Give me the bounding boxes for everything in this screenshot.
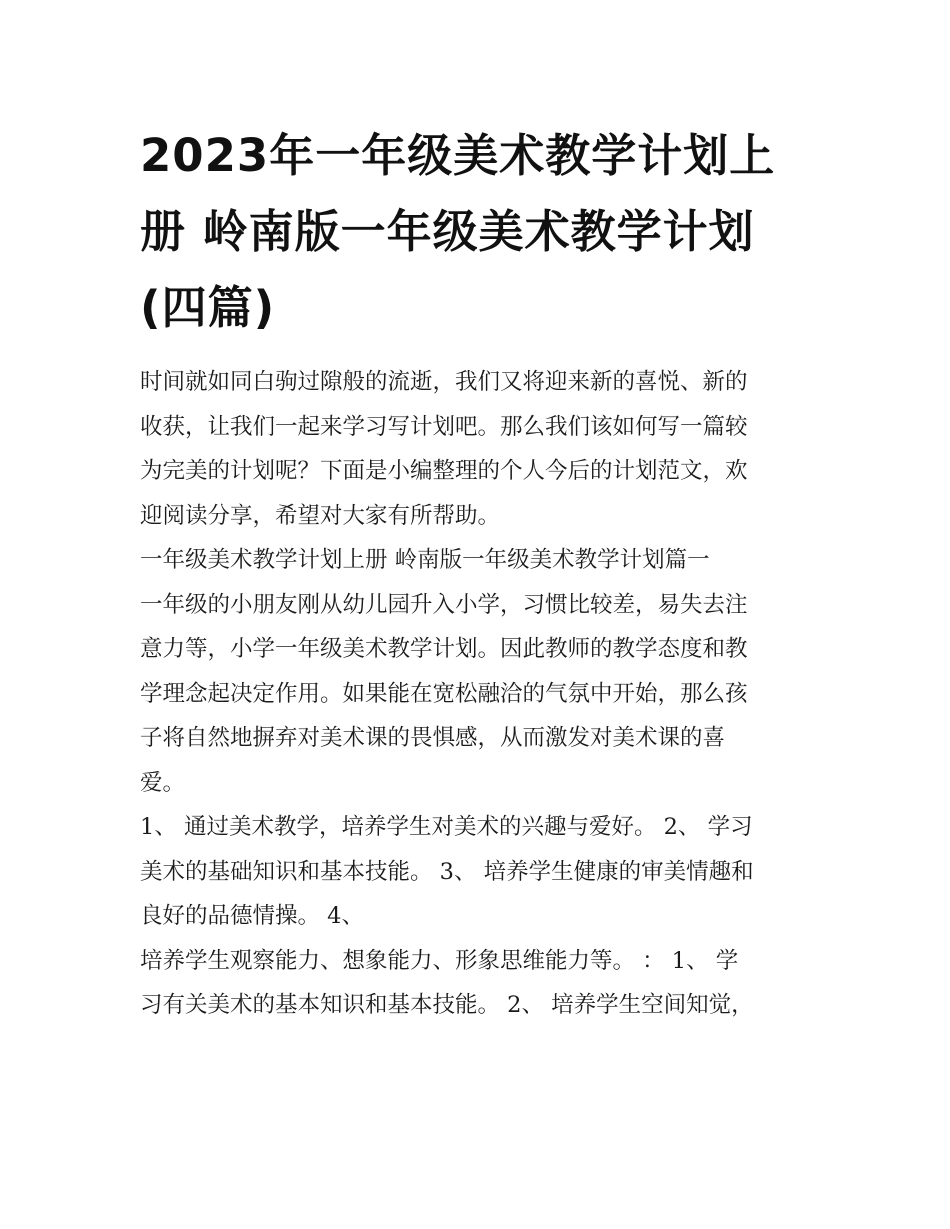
title-line: (四篇) (140, 281, 276, 334)
text-line: 一年级的小朋友刚从幼儿园升入小学，习惯比较差，易失去注 (140, 591, 748, 618)
text-line: 学理念起决定作用。如果能在宽松融洽的气氛中开始，那么孩 (140, 680, 748, 707)
document-body (140, 360, 818, 1028)
text-line: 迎阅读分享，希望对大家有所帮助。 (140, 502, 501, 529)
section-heading (140, 538, 818, 583)
paragraph-2 (140, 805, 818, 939)
text-line: 1、 通过美术教学，培养学生对美术的兴趣与爱好。 2、 学习 (140, 814, 753, 840)
text-line: 为完美的计划呢？下面是小编整理的个人今后的计划范文，欢 (140, 458, 748, 484)
text-line: 子将自然地摒弃对美术课的畏惧感，从而激发对美术课的喜 (140, 725, 726, 751)
paragraph-1 (140, 583, 818, 806)
text-line: 培养学生观察能力、想象能力、形象思维能力等。 ： 1、 学 (140, 947, 739, 974)
text-line: 爱。 (140, 769, 186, 796)
text-line: 时间就如同白驹过隙般的流逝，我们又将迎来新的喜悦、新的 (140, 369, 748, 395)
text-line: 良好的品德情操。 4、 (140, 903, 364, 929)
text-line: 一年级美术教学计划上册 岭南版一年级美术教学计划篇一 (140, 547, 710, 573)
text-line: 意力等，小学一年级美术教学计划。因此教师的教学态度和教 (140, 636, 748, 662)
title-line: 册 岭南版一年级美术教学计划 (140, 205, 755, 258)
intro-paragraph (140, 360, 818, 538)
paragraph-3 (140, 939, 818, 1028)
text-line: 习有关美术的基本知识和基本技能。 2、 培养学生空间知觉， (140, 992, 754, 1018)
document-title (140, 118, 818, 346)
text-line: 美术的基础知识和基本技能。 3、 培养学生健康的审美情趣和 (140, 858, 754, 885)
text-line: 收获，让我们一起来学习写计划吧。那么我们该如何写一篇较 (140, 413, 748, 440)
title-line: 2023年一年级美术教学计划上 (140, 129, 776, 182)
